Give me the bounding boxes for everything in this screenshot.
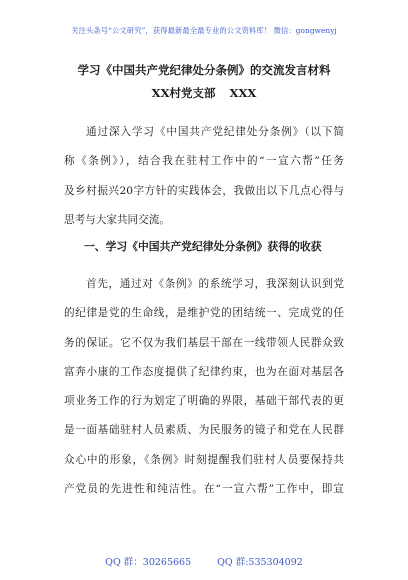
paragraph-line: 产党员的先进性和纯洁性。在“一宣六帮”工作中，即宣 [64, 483, 344, 496]
footer-qq-group-1: QQ 群：30265665 [105, 557, 192, 568]
paragraph-line: 务的保证。它不仅为我们基层干部在一线带领人民群众致 [64, 336, 344, 349]
paragraph-line: 通过深入学习《中国共产党纪律处分条例》（以下简 [86, 126, 344, 138]
paragraph-line: 思考与大家共同交流。 [64, 213, 170, 226]
paragraph-line: 首先，通过对《条例》的系统学习，我深刻认识到党 [86, 278, 344, 290]
paragraph-line: 及乡村振兴20字方针的实践体会，我做出以下几点心得与 [64, 184, 344, 197]
intro-paragraph [64, 118, 344, 235]
section1-paragraph [64, 270, 344, 504]
footer-qq-groups [0, 554, 408, 568]
paragraph-line: 的纪律是党的生命线，是维护党的团结统一、完成党的任 [64, 307, 344, 320]
subtitle-author: XXX [229, 86, 257, 100]
header-banner: 关注头条号“公文研究”，获得最新最全最专业的公文资料库！ 微信：gongwenyj [71, 26, 337, 35]
document-title: 学习《中国共产党纪律处分条例》的交流发言材料 [77, 63, 331, 77]
paragraph-line: 众心中的形象，《条例》时刻提醒我们驻村人员要保持共 [64, 453, 344, 466]
paragraph-line: 项业务工作的行为划定了明确的界限，基础干部代表的更 [64, 395, 344, 408]
section-heading: 一、学习《中国共产党纪律处分条例》获得的收获 [84, 240, 322, 253]
paragraph-line: 称《条例》），结合我在驻村工作中的“一宣六帮”任务 [64, 155, 344, 168]
subtitle-org: XX村党支部 [151, 86, 216, 100]
document-subtitle [0, 85, 408, 101]
paragraph-line: 富奔小康的工作态度提供了纪律约束，也为在面对基层各 [64, 365, 344, 378]
paragraph-line: 是一面基础驻村人员素质、为民服务的镜子和党在人民群 [64, 424, 344, 437]
footer-qq-group-2: QQ 群:535304092 [217, 557, 303, 568]
